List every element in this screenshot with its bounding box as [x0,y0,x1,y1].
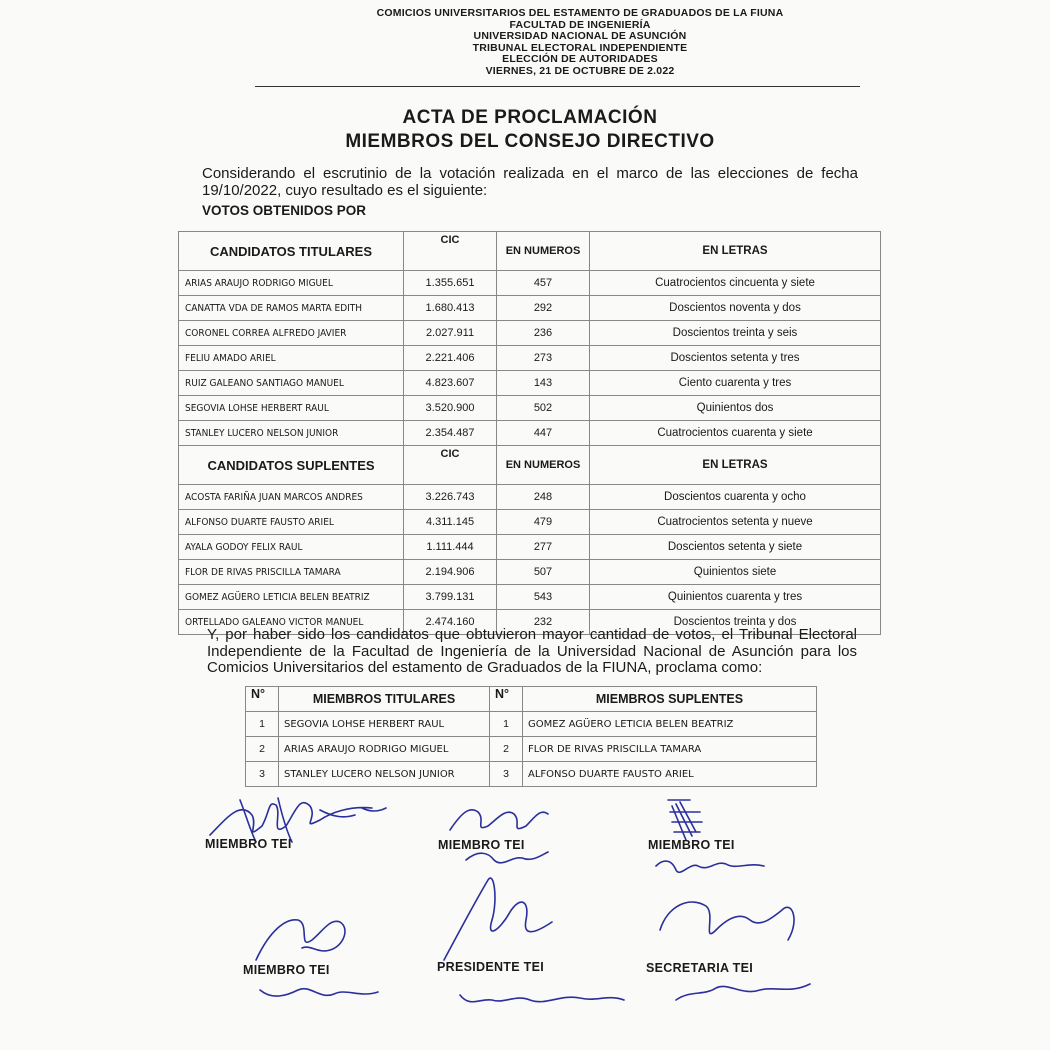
column-header-num: EN NUMEROS [497,446,590,485]
signature-label-2: MIEMBRO TEI [438,838,525,852]
votes-number: 457 [497,271,590,296]
header-divider [255,86,860,87]
candidate-cic: 1.111.444 [404,535,497,560]
votes-number: 232 [497,610,590,635]
member-row [246,737,817,762]
candidate-cic: 3.799.131 [404,585,497,610]
column-header-letras: EN LETRAS [590,232,881,271]
votes-in-words: Doscientos setenta y siete [590,535,881,560]
column-header-n2: N° [490,687,523,712]
signature-label-1: MIEMBRO TEI [205,837,292,851]
candidate-name: RUIZ GALEANO SANTIAGO MANUEL [179,371,404,396]
header-line: FACULTAD DE INGENIERÍA [509,18,651,31]
votes-in-words: Doscientos cuarenta y ocho [590,485,881,510]
suplentes-header-row [179,446,881,485]
votes-number: 273 [497,346,590,371]
candidate-cic: 2.194.906 [404,560,497,585]
row-number: 1 [490,712,523,737]
suplente-member-name: FLOR DE RIVAS PRISCILLA TAMARA [523,737,817,762]
votes-number: 292 [497,296,590,321]
signature-5-icon [444,878,624,1002]
votes-number: 502 [497,396,590,421]
closing-paragraph: Y, por haber sido los candidatos que obtuvieron mayor cantidad de votos, el Tribunal Electoral Independiente de la Facultad de Ingeniería de la Universidad Nacional de Asunción para los Comicios Universitarios del estamento de Graduados de la FIUNA, proclama como: [207,626,857,676]
titular-row [179,396,881,421]
titular-member-name: ARIAS ARAUJO RODRIGO MIGUEL [279,737,490,762]
titulares-header-row [179,232,881,271]
votes-in-words: Ciento cuarenta y tres [590,371,881,396]
candidate-name: STANLEY LUCERO NELSON JUNIOR [179,421,404,446]
row-number: 3 [490,762,523,787]
column-header-n1: N° [246,687,279,712]
title-line-2: MIEMBROS DEL CONSEJO DIRECTIVO [345,131,715,152]
column-header-num: EN NUMEROS [497,232,590,271]
signature-1-icon [210,798,386,842]
titular-member-name: SEGOVIA LOHSE HERBERT RAUL [279,712,490,737]
header-line: UNIVERSIDAD NACIONAL DE ASUNCIÓN [473,30,687,42]
votes-number: 248 [497,485,590,510]
column-header-name: CANDIDATOS SUPLENTES [179,446,404,485]
titular-row [179,346,881,371]
signature-label-4: MIEMBRO TEI [243,963,330,977]
intro-paragraph: Considerando el escrutinio de la votación realizada en el marco de las elecciones de fecha 19/10/2022, cuyo resultado es el siguiente: [202,165,858,199]
votes-in-words: Doscientos treinta y dos [590,610,881,635]
titular-row [179,296,881,321]
row-number: 2 [246,737,279,762]
header-line: VIERNES, 21 DE OCTUBRE DE 2.022 [485,64,675,77]
signature-label-3: MIEMBRO TEI [648,838,735,852]
candidate-cic: 1.355.651 [404,271,497,296]
column-header-name: CANDIDATOS TITULARES [179,232,404,271]
titular-member-name: STANLEY LUCERO NELSON JUNIOR [279,762,490,787]
signature-label-5: PRESIDENTE TEI [437,960,544,974]
votes-in-words: Quinientos siete [590,560,881,585]
candidate-cic: 4.311.145 [404,510,497,535]
candidate-name: FLOR DE RIVAS PRISCILLA TAMARA [179,560,404,585]
candidate-cic: 3.226.743 [404,485,497,510]
candidate-name: CANATTA VDA DE RAMOS MARTA EDITH [179,296,404,321]
candidate-cic: 2.221.406 [404,346,497,371]
candidate-cic: 2.354.487 [404,421,497,446]
candidate-name: ARIAS ARAUJO RODRIGO MIGUEL [179,271,404,296]
signature-6-icon [660,902,810,1000]
member-row [246,712,817,737]
signature-2-icon [450,810,548,863]
votes-in-words: Doscientos setenta y tres [590,346,881,371]
suplente-member-name: GOMEZ AGÜERO LETICIA BELEN BEATRIZ [523,712,817,737]
row-number: 3 [246,762,279,787]
candidate-cic: 2.027.911 [404,321,497,346]
votes-in-words: Cuatrocientos cincuenta y siete [590,271,881,296]
candidate-name: ACOSTA FARIÑA JUAN MARCOS ANDRES [179,485,404,510]
votes-number: 236 [497,321,590,346]
column-header-cic: CIC [404,232,497,271]
header-line: ELECCIÓN DE AUTORIDADES [502,53,658,65]
votes-in-words: Cuatrocientos cuarenta y siete [590,421,881,446]
candidate-cic: 4.823.607 [404,371,497,396]
suplente-row [179,560,881,585]
candidate-cic: 2.474.160 [404,610,497,635]
candidate-name: ALFONSO DUARTE FAUSTO ARIEL [179,510,404,535]
candidate-name: AYALA GODOY FELIX RAUL [179,535,404,560]
row-number: 2 [490,737,523,762]
votes-number: 277 [497,535,590,560]
column-header-suplentes: MIEMBROS SUPLENTES [523,687,817,712]
signature-4-icon [256,920,378,996]
candidate-name: GOMEZ AGÜERO LETICIA BELEN BEATRIZ [179,585,404,610]
votes-in-words: Cuatrocientos setenta y nueve [590,510,881,535]
titular-row [179,321,881,346]
votes-in-words: Doscientos noventa y dos [590,296,881,321]
suplente-member-name: ALFONSO DUARTE FAUSTO ARIEL [523,762,817,787]
document-header [300,8,860,77]
header-line: TRIBUNAL ELECTORAL INDEPENDIENTE [472,41,688,54]
signature-label-6: SECRETARIA TEI [646,961,753,975]
votes-number: 479 [497,510,590,535]
candidate-cic: 1.680.413 [404,296,497,321]
suplente-row [179,585,881,610]
votes-number: 447 [497,421,590,446]
candidate-cic: 3.520.900 [404,396,497,421]
suplente-row [179,535,881,560]
suplente-row [179,485,881,510]
titular-row [179,371,881,396]
votes-in-words: Quinientos cuarenta y tres [590,585,881,610]
document-title [250,106,810,154]
members-header-row [246,687,817,712]
votes-heading: VOTOS OBTENIDOS POR [202,203,367,218]
candidate-name: ORTELLADO GALEANO VICTOR MANUEL [179,610,404,635]
candidate-name: SEGOVIA LOHSE HERBERT RAUL [179,396,404,421]
votes-in-words: Quinientos dos [590,396,881,421]
titular-row [179,271,881,296]
votes-number: 543 [497,585,590,610]
votes-in-words: Doscientos treinta y seis [590,321,881,346]
votes-number: 507 [497,560,590,585]
column-header-titulares: MIEMBROS TITULARES [279,687,490,712]
member-row [246,762,817,787]
votes-number: 143 [497,371,590,396]
candidate-name: FELIU AMADO ARIEL [179,346,404,371]
signature-3-icon [656,800,764,872]
suplente-row [179,510,881,535]
members-table [245,686,817,787]
header-line: COMICIOS UNIVERSITARIOS DEL ESTAMENTO DE GRADUADOS DE LA FIUNA [376,7,784,19]
column-header-letras: EN LETRAS [590,446,881,485]
results-table [178,231,881,635]
title-line-1: ACTA DE PROCLAMACIÓN [402,107,658,128]
column-header-cic: CIC [404,446,497,485]
titular-row [179,421,881,446]
candidate-name: CORONEL CORREA ALFREDO JAVIER [179,321,404,346]
row-number: 1 [246,712,279,737]
